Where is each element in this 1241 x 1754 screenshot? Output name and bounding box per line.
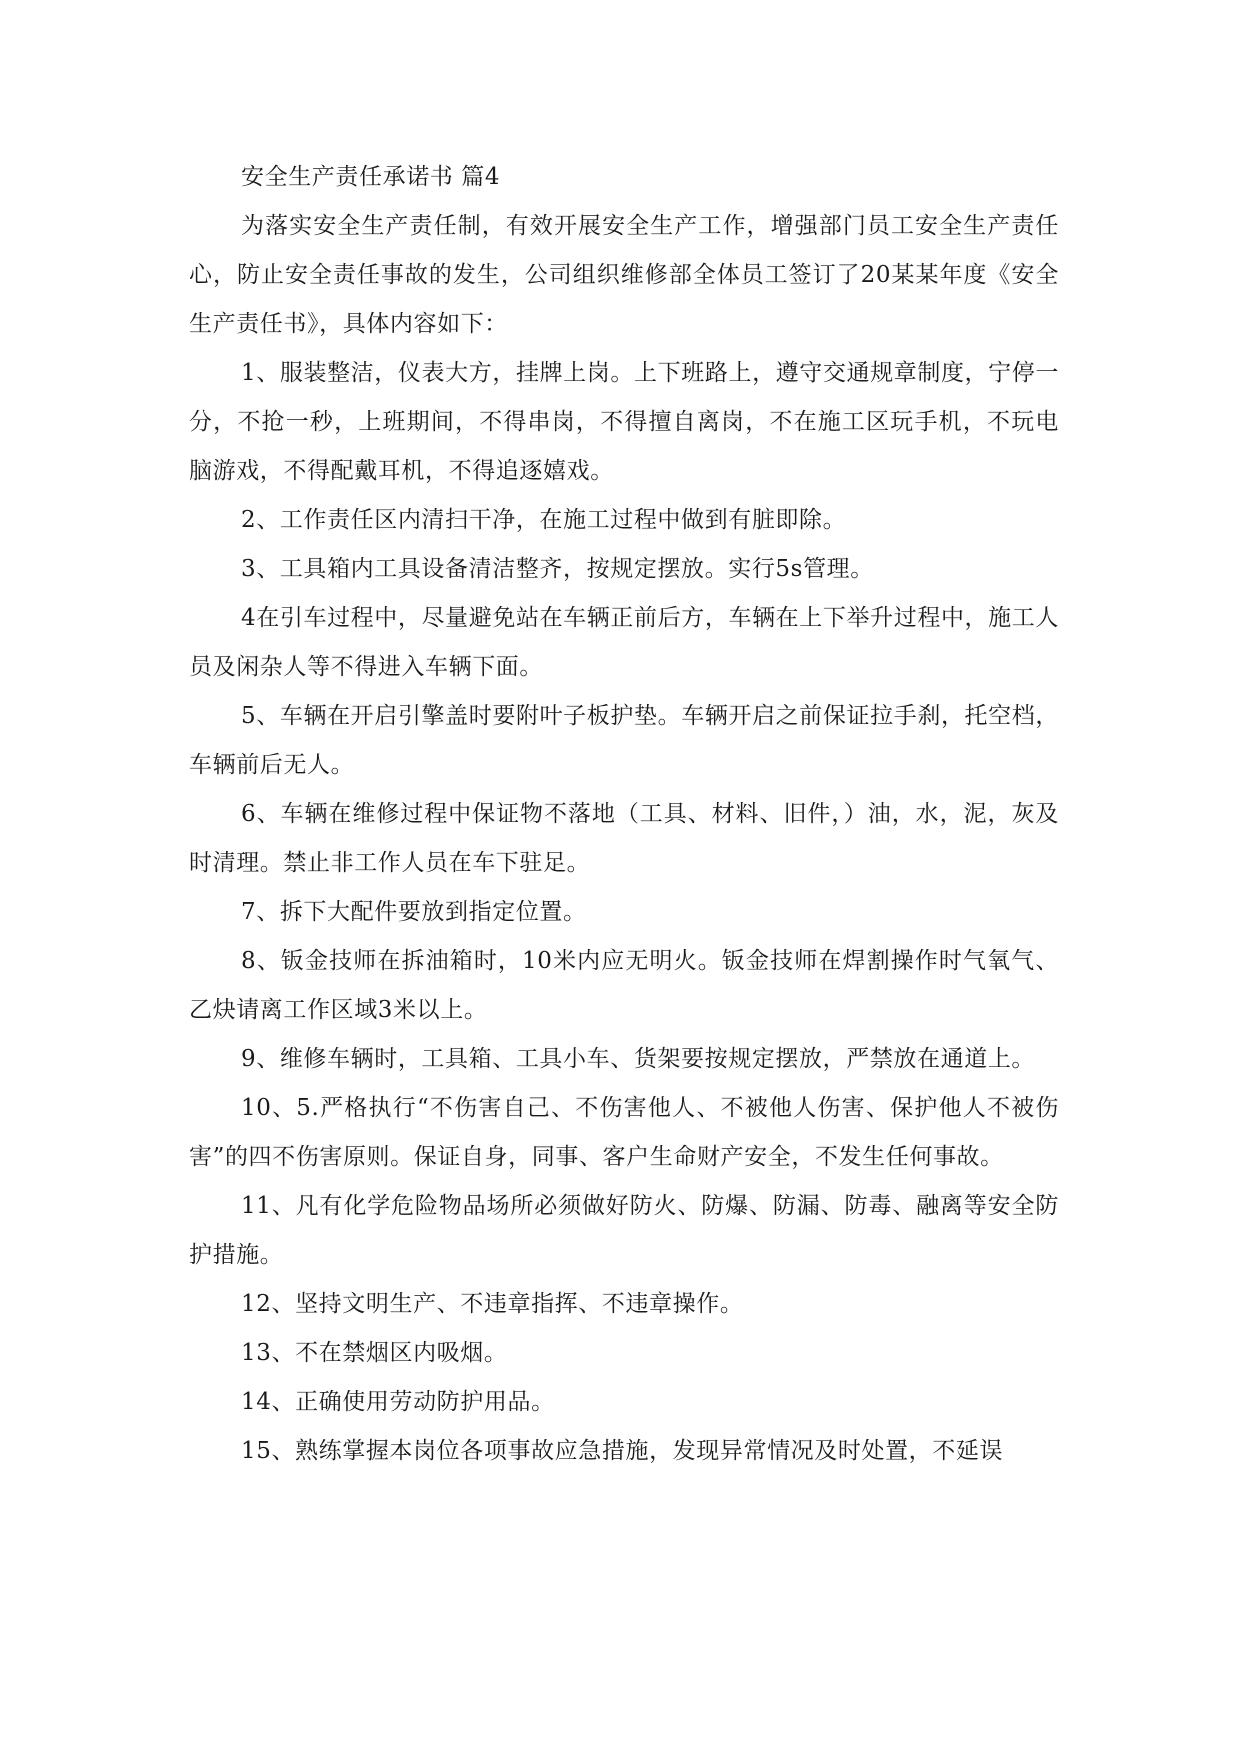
list-item-11: 11、凡有化学危险物品场所必须做好防火、防爆、防漏、防毒、融离等安全防护措施。 <box>189 1193 1059 1268</box>
list-item-3: 3、工具箱内工具设备清洁整齐，按规定摆放。实行5s管理。 <box>241 556 874 582</box>
document-body <box>189 153 1059 1476</box>
list-item-4: 4在引车过程中，尽量避免站在车辆正前后方，车辆在上下举升过程中，施工人员及闲杂人等不得进入车辆下面。 <box>189 605 1059 680</box>
list-item-13: 13、不在禁烟区内吸烟。 <box>241 1340 508 1366</box>
list-item-5: 5、车辆在开启引擎盖时要附叶子板护垫。车辆开启之前保证拉手刹，托空档，车辆前后无人。 <box>189 703 1059 778</box>
list-item-10: 10、5.严格执行“不伤害自己、不伤害他人、不被他人伤害、保护他人不被伤害”的四不伤害原则。保证自身，同事、客户生命财产安全，不发生任何事故。 <box>189 1095 1059 1170</box>
list-item-7: 7、拆下大配件要放到指定位置。 <box>241 899 587 925</box>
list-item-1: 1、服装整洁，仪表大方，挂牌上岗。上下班路上，遵守交通规章制度，宁停一分，不抢一秒，上班期间，不得串岗，不得擅自离岗，不在施工区玩手机，不玩电脑游戏，不得配戴耳机，不得追逐嬉戏。 <box>189 360 1059 484</box>
list-item-14: 14、正确使用劳动防护用品。 <box>241 1389 555 1415</box>
list-item-6: 6、车辆在维修过程中保证物不落地（工具、材料、旧件，）油，水，泥，灰及时清理。禁止非工作人员在车下驻足。 <box>189 801 1059 876</box>
document-title: 安全生产责任承诺书 篇4 <box>241 164 501 190</box>
intro-paragraph: 为落实安全生产责任制，有效开展安全生产工作，增强部门员工安全生产责任心，防止安全责任事故的发生，公司组织维修部全体员工签订了20某某年度《安全生产责任书》，具体内容如下： <box>189 213 1059 337</box>
list-item-9: 9、维修车辆时，工具箱、工具小车、货架要按规定摆放，严禁放在通道上。 <box>241 1046 1036 1072</box>
list-item-12: 12、坚持文明生产、不违章指挥、不违章操作。 <box>241 1291 744 1317</box>
list-item-2: 2、工作责任区内清扫干净，在施工过程中做到有脏即除。 <box>241 507 847 533</box>
list-item-15: 15、熟练掌握本岗位各项事故应急措施，发现异常情况及时处置，不延误 <box>241 1438 1004 1464</box>
list-item-8: 8、钣金技师在拆油箱时，10米内应无明火。钣金技师在焊割操作时气氧气、乙炔请离工作区域3米以上。 <box>189 948 1059 1023</box>
